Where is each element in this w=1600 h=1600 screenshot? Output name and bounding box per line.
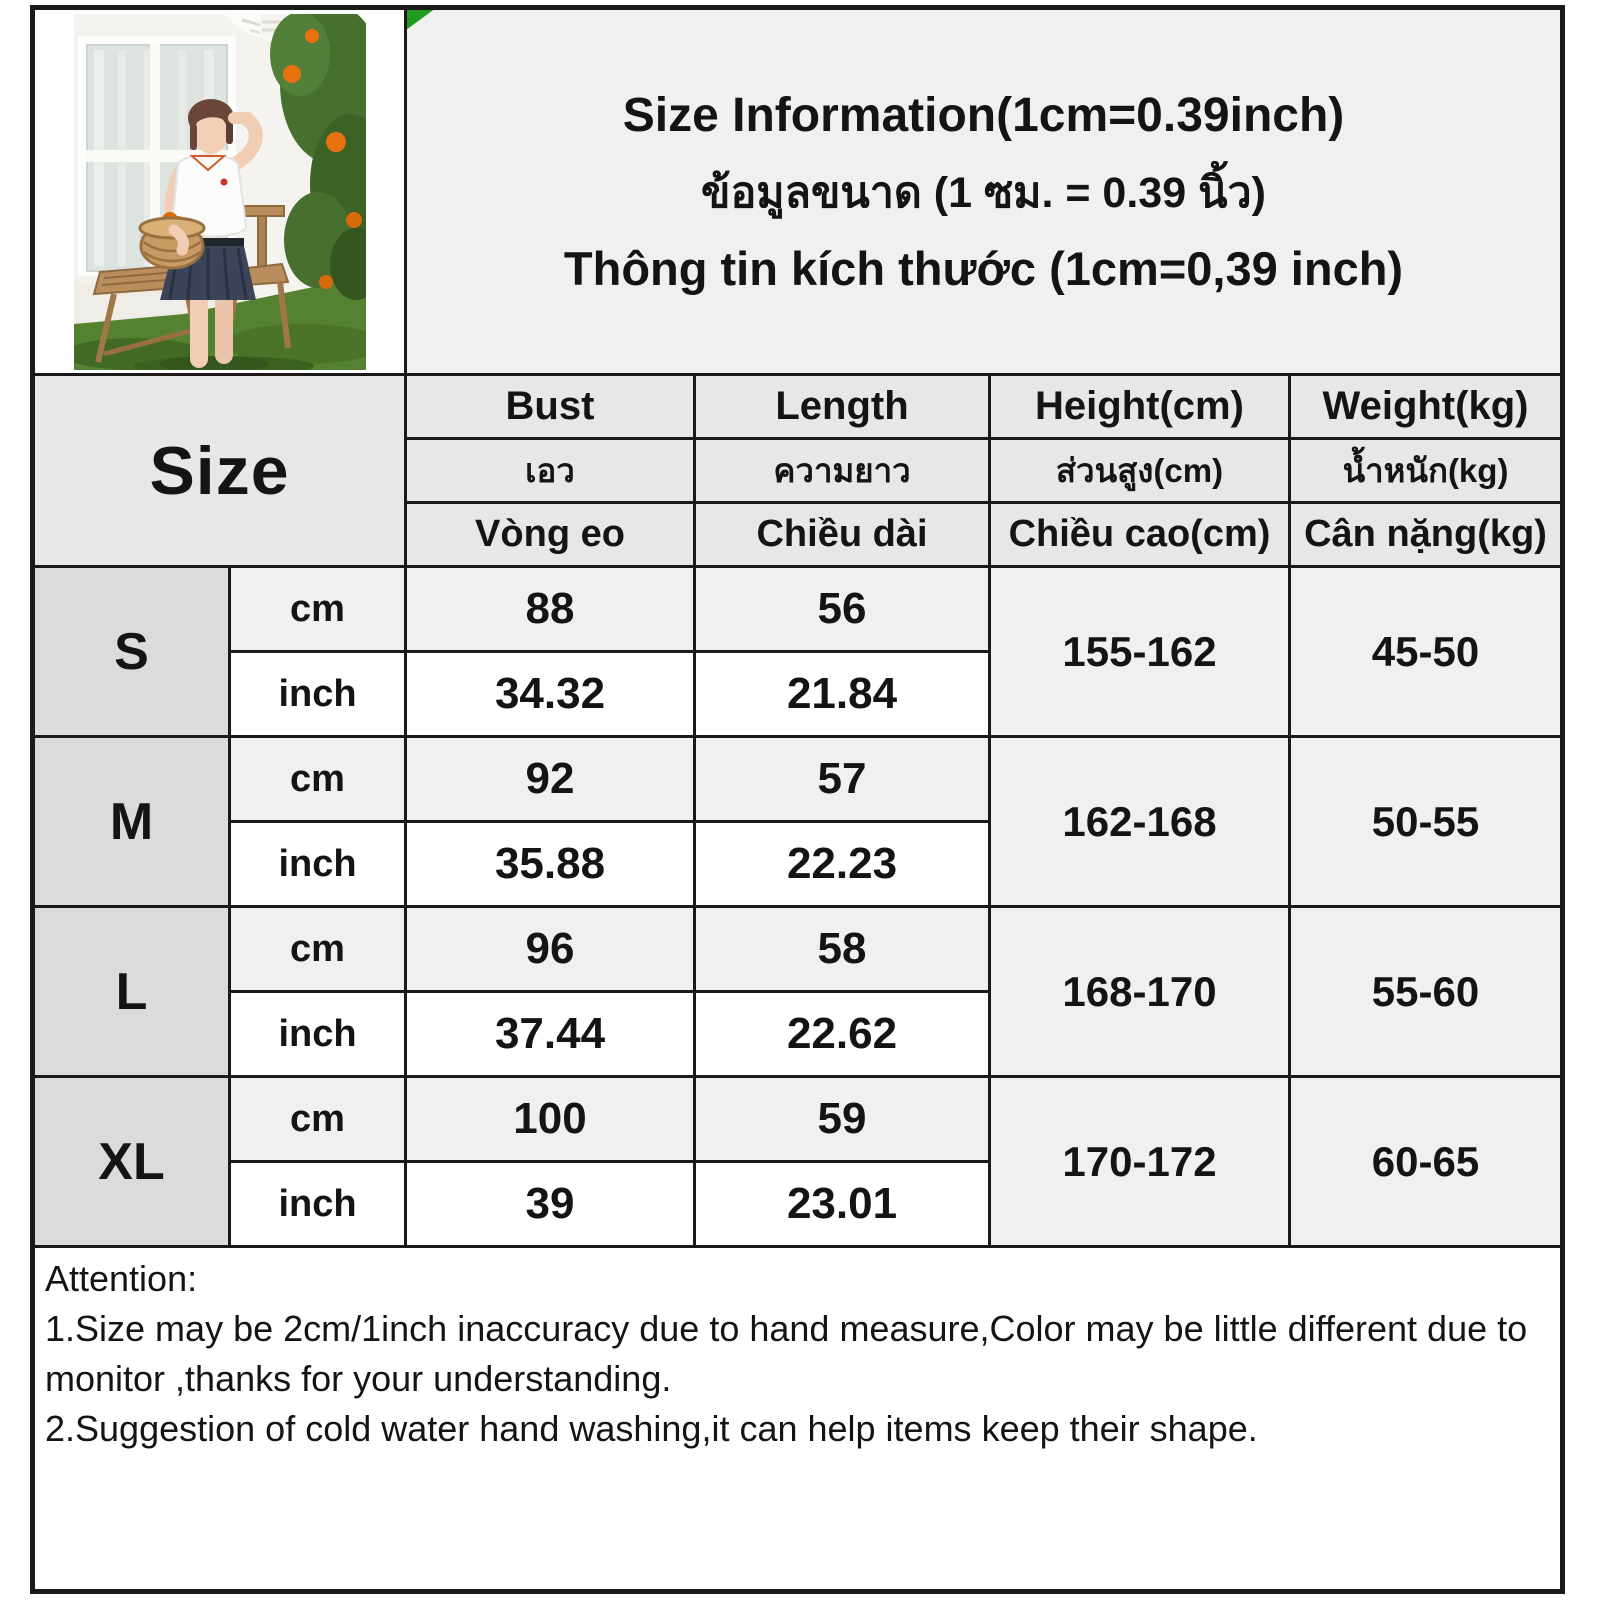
photo-cell [35,10,407,376]
attention-note-2: 2.Suggestion of cold water hand washing,it can help items keep their shape. [45,1408,1258,1449]
header-height-en: Height(cm) [991,376,1291,440]
green-corner-triangle-icon [407,10,436,30]
m-length-cm: 57 [696,738,991,823]
title-thai: ข้อมูลขนาด (1 ซม. = 0.39 นิ้ว) [701,168,1266,217]
header-length-en: Length [696,376,991,440]
m-height: 162-168 [991,738,1291,908]
header-weight-vi: Cân nặng(kg) [1291,504,1560,568]
xl-length-inch: 23.01 [696,1163,991,1248]
title-cell [407,10,1560,376]
header-bust-vi: Vòng eo [407,504,696,568]
xl-weight: 60-65 [1291,1078,1560,1248]
s-length-cm: 56 [696,568,991,653]
m-bust-cm: 92 [407,738,696,823]
size-l: L [35,908,231,1078]
header-size: Size [35,376,407,568]
header-length-vi: Chiều dài [696,504,991,568]
unit-inch: inch [231,823,407,908]
header-weight-th: น้ำหนัก(kg) [1291,440,1560,504]
header-weight-en: Weight(kg) [1291,376,1560,440]
l-height: 168-170 [991,908,1291,1078]
attention-note-1: 1.Size may be 2cm/1inch inaccuracy due to hand measure,Color may be little different due to monitor ,thanks for your understanding. [45,1308,1528,1399]
orange-basket [140,212,204,268]
l-bust-cm: 96 [407,908,696,993]
unit-cm: cm [231,1078,407,1163]
xl-bust-cm: 100 [407,1078,696,1163]
attention-title: Attention: [45,1258,198,1299]
size-m: M [35,738,231,908]
xl-height: 170-172 [991,1078,1291,1248]
s-weight: 45-50 [1291,568,1560,738]
m-bust-inch: 35.88 [407,823,696,908]
s-bust-cm: 88 [407,568,696,653]
header-height-th: ส่วนสูง(cm) [991,440,1291,504]
title-english: Size Information(1cm=0.39inch) [622,88,1345,142]
title-vietnamese: Thông tin kích thước (1cm=0,39 inch) [563,241,1404,295]
xl-length-cm: 59 [696,1078,991,1163]
m-weight: 50-55 [1291,738,1560,908]
unit-cm: cm [231,568,407,653]
l-bust-inch: 37.44 [407,993,696,1078]
model-photo [74,14,366,370]
header-bust-th: เอว [407,440,696,504]
l-length-cm: 58 [696,908,991,993]
s-bust-inch: 34.32 [407,653,696,738]
size-chart-table [30,5,1565,1594]
l-length-inch: 22.62 [696,993,991,1078]
s-length-inch: 21.84 [696,653,991,738]
unit-cm: cm [231,908,407,993]
size-s: S [35,568,231,738]
xl-bust-inch: 39 [407,1163,696,1248]
attention-section [35,1248,1560,1589]
header-length-th: ความยาว [696,440,991,504]
unit-inch: inch [231,993,407,1078]
size-xl: XL [35,1078,231,1248]
header-bust-en: Bust [407,376,696,440]
l-weight: 55-60 [1291,908,1560,1078]
unit-inch: inch [231,653,407,738]
unit-cm: cm [231,738,407,823]
m-length-inch: 22.23 [696,823,991,908]
s-height: 155-162 [991,568,1291,738]
unit-inch: inch [231,1163,407,1248]
header-height-vi: Chiều cao(cm) [991,504,1291,568]
